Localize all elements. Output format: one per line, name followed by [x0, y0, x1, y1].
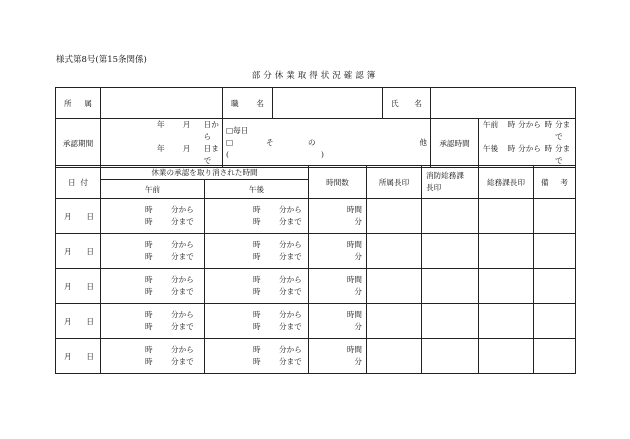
- general-affairs-seal-cell[interactable]: [479, 234, 534, 269]
- form-number: 様式第8号(第15条関係): [56, 55, 147, 65]
- affiliation-field[interactable]: [101, 88, 223, 119]
- am-column-header: 午前: [101, 180, 205, 199]
- table-row: [56, 339, 576, 374]
- pm-time-cell[interactable]: 時 分から 時 分まで: [205, 339, 309, 374]
- approval-period-dates[interactable]: 年 月 日から 年 月 日まで: [101, 119, 223, 168]
- dept-head-seal-cell[interactable]: [367, 304, 422, 339]
- hours-cell[interactable]: 時間 分: [309, 199, 367, 234]
- fire-chief-seal-header: 消防総務課 長印: [422, 166, 479, 199]
- pm-time-cell[interactable]: 時 分から 時 分まで: [205, 199, 309, 234]
- pm-time-cell[interactable]: 時 分から 時 分まで: [205, 304, 309, 339]
- remarks-cell[interactable]: [534, 339, 576, 374]
- pm-time-cell[interactable]: 時 分から 時 分まで: [205, 269, 309, 304]
- dept-head-seal-header: 所属長印: [367, 166, 422, 199]
- general-affairs-seal-cell[interactable]: [479, 304, 534, 339]
- info-table: [55, 87, 576, 168]
- fire-chief-seal-cell[interactable]: [422, 269, 479, 304]
- approval-frequency[interactable]: □毎日 □ そ の 他 ( ): [223, 119, 431, 168]
- date-cell[interactable]: 月 日: [56, 269, 101, 304]
- am-time-cell[interactable]: 時 分から 時 分まで: [101, 304, 205, 339]
- am-time-cell[interactable]: 時 分から 時 分まで: [101, 339, 205, 374]
- table-row: [56, 199, 576, 234]
- fire-chief-seal-cell[interactable]: [422, 234, 479, 269]
- daily-checkbox[interactable]: □毎日: [226, 126, 249, 135]
- am-time-cell[interactable]: 時 分から 時 分まで: [101, 199, 205, 234]
- other-checkbox[interactable]: □: [226, 138, 234, 147]
- fire-chief-seal-cell[interactable]: [422, 339, 479, 374]
- affiliation-label: 所 属: [56, 88, 101, 119]
- position-label: 職 名: [223, 88, 273, 119]
- dept-head-seal-cell[interactable]: [367, 234, 422, 269]
- general-affairs-seal-cell[interactable]: [479, 269, 534, 304]
- name-label: 氏 名: [383, 88, 431, 119]
- general-affairs-seal-cell[interactable]: [479, 339, 534, 374]
- cancelled-time-header: 休業の承認を取り消された時間: [101, 166, 309, 180]
- general-affairs-seal-cell[interactable]: [479, 199, 534, 234]
- fire-chief-seal-cell[interactable]: [422, 304, 479, 339]
- dept-head-seal-cell[interactable]: [367, 269, 422, 304]
- table-row: [56, 304, 576, 339]
- remarks-cell[interactable]: [534, 199, 576, 234]
- date-cell[interactable]: 月 日: [56, 339, 101, 374]
- attendance-table: [55, 165, 576, 374]
- table-row: [56, 234, 576, 269]
- dept-head-seal-cell[interactable]: [367, 339, 422, 374]
- date-column-header: 日 付: [56, 166, 101, 199]
- am-time-cell[interactable]: 時 分から 時 分まで: [101, 234, 205, 269]
- hours-cell[interactable]: 時間 分: [309, 339, 367, 374]
- date-cell[interactable]: 月 日: [56, 304, 101, 339]
- fire-chief-seal-cell[interactable]: [422, 199, 479, 234]
- am-time-cell[interactable]: 時 分から 時 分まで: [101, 269, 205, 304]
- date-cell[interactable]: 月 日: [56, 199, 101, 234]
- hours-cell[interactable]: 時間 分: [309, 234, 367, 269]
- general-affairs-seal-header: 総務課長印: [479, 166, 534, 199]
- date-cell[interactable]: 月 日: [56, 234, 101, 269]
- name-field[interactable]: [431, 88, 576, 119]
- position-field[interactable]: [273, 88, 383, 119]
- approval-time[interactable]: 承認時間 午前 時 分から 時 分まで 午後 時 分から 時 分まで: [431, 119, 576, 168]
- form-title: 部分休業取得状況確認簿: [251, 71, 379, 81]
- hours-cell[interactable]: 時間 分: [309, 269, 367, 304]
- approval-period-label: 承認期間: [56, 119, 101, 168]
- remarks-cell[interactable]: [534, 234, 576, 269]
- dept-head-seal-cell[interactable]: [367, 199, 422, 234]
- hours-cell[interactable]: 時間 分: [309, 304, 367, 339]
- table-row: [56, 269, 576, 304]
- remarks-cell[interactable]: [534, 304, 576, 339]
- hours-column-header: 時間数: [309, 166, 367, 199]
- remarks-cell[interactable]: [534, 269, 576, 304]
- pm-time-cell[interactable]: 時 分から 時 分まで: [205, 234, 309, 269]
- remarks-column-header: 備 考: [534, 166, 576, 199]
- approval-time-label: 承認時間: [431, 119, 479, 167]
- pm-column-header: 午後: [205, 180, 309, 199]
